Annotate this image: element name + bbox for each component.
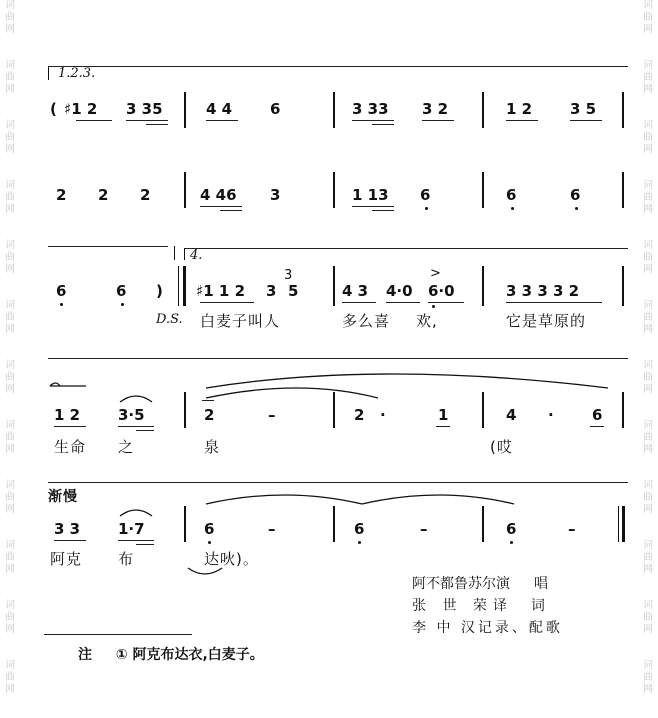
tie (206, 388, 378, 398)
repeat-barline-thick (183, 266, 186, 306)
lyric: 泉 (204, 438, 221, 456)
note: 6 (56, 282, 67, 300)
barline (482, 392, 484, 428)
dash: – (420, 520, 428, 538)
note: 6 (354, 520, 365, 538)
note: 3 (270, 186, 281, 204)
accent-mark: > (430, 266, 441, 281)
note: 6 (270, 100, 281, 118)
final-barline-thin (618, 506, 619, 542)
beam (200, 302, 254, 303)
barline (482, 506, 484, 542)
barline (333, 266, 335, 306)
beam (136, 544, 154, 545)
volta-rule (184, 248, 628, 249)
notes-paren: ( (50, 100, 57, 118)
repeat-sign (50, 383, 86, 386)
note-group: 3 3 3 3 2 (506, 282, 580, 300)
beam (352, 120, 394, 121)
note-group: 3 2 (422, 100, 449, 118)
beam (206, 120, 238, 121)
note: 2 (98, 186, 109, 204)
slur (120, 396, 152, 402)
dash: – (268, 406, 276, 424)
lyric: 白麦子叫人 (200, 312, 281, 330)
note: 6 (592, 406, 603, 424)
lyric: 达吙)。 (204, 550, 259, 568)
note: 5 (288, 282, 299, 300)
credit-role: 歌 (545, 620, 560, 636)
footnote (78, 644, 264, 664)
dash: – (268, 520, 276, 538)
beam (54, 426, 86, 427)
dal-segno-mark: D.S. (156, 312, 183, 327)
beam (352, 206, 394, 207)
barline (482, 92, 484, 128)
note: 2 (204, 406, 215, 424)
beam (76, 120, 112, 121)
barline (482, 266, 484, 306)
beam (590, 426, 604, 427)
lyric: (哎 (490, 438, 513, 456)
dot-extension: · (548, 406, 554, 424)
beam (136, 430, 154, 431)
footnote-rule (44, 634, 192, 635)
dash: – (568, 520, 576, 538)
note: 2 (354, 406, 365, 424)
note-group: 1·7 (118, 520, 145, 538)
footnote-mark: ① (115, 647, 128, 663)
note-group: 4 4 (206, 100, 233, 118)
lyric: 生命 (54, 438, 87, 456)
credit-line (412, 596, 545, 617)
octave-dot (425, 207, 428, 210)
octave-dot (208, 541, 211, 544)
beam (342, 302, 376, 303)
beam (422, 120, 454, 121)
credit-line (412, 574, 548, 595)
beam (506, 120, 538, 121)
left-watermark: 词 曲 网 词 曲 网 词 曲 网 词 曲 网 词 曲 网 词 曲 网 词 曲 网 词 曲 网 词 曲 网 词 曲 网 词 曲 网 词 曲 网 (5, 0, 15, 695)
notes-paren: ) (156, 282, 163, 300)
barline (184, 506, 186, 542)
beam (506, 302, 602, 303)
beam (436, 426, 450, 427)
note-group: 1 2 (54, 406, 81, 424)
note: 6 (570, 186, 581, 204)
credit-name: 阿不都鲁苏尔演 (412, 576, 510, 592)
note-group: ♯1 2 (64, 100, 98, 118)
barline (622, 266, 624, 306)
lyric: 阿克 (50, 550, 83, 568)
note-group: 1 2 (506, 100, 533, 118)
lyric: 欢, (416, 312, 438, 330)
note-group: 3·5 (118, 406, 145, 424)
footnote-text: 阿克布达衣,白麦子。 (132, 647, 264, 663)
note: 6 (506, 520, 517, 538)
beam (570, 120, 602, 121)
octave-dot (358, 541, 361, 544)
system-rule (48, 358, 628, 359)
octave-dot (511, 207, 514, 210)
tie (206, 495, 362, 504)
note-group: 3 35 (126, 100, 163, 118)
barline (333, 392, 335, 428)
beam (146, 124, 168, 125)
lyric: 布 (118, 550, 135, 568)
note-group: 4 46 (200, 186, 237, 204)
slur (120, 510, 152, 516)
note: 6 (420, 186, 431, 204)
volta-bracket (48, 66, 49, 80)
beam (126, 120, 168, 121)
note: 3 (266, 282, 277, 300)
beam (386, 302, 420, 303)
beam (372, 210, 394, 211)
beam (118, 540, 154, 541)
tie (206, 374, 608, 388)
note-group: 3 5 (570, 100, 597, 118)
note-group: ♯1 1 2 (196, 282, 246, 300)
note: 6 (204, 520, 215, 538)
note: 1 (438, 406, 449, 424)
credit-role: 词 (530, 598, 545, 614)
octave-dot (60, 303, 63, 306)
dot-extension: · (380, 406, 386, 424)
system-rule (48, 66, 628, 67)
system-rule (48, 246, 168, 247)
tenuto (202, 400, 214, 401)
tie (362, 495, 514, 504)
note: 6 (506, 186, 517, 204)
octave-dot (432, 305, 435, 308)
credit-line (412, 618, 560, 639)
octave-dot (575, 207, 578, 210)
barline (184, 172, 186, 208)
lyric: 之 (118, 438, 135, 456)
octave-dot (121, 303, 124, 306)
volta-bracket (184, 248, 185, 260)
system-rule (48, 482, 628, 483)
final-barline-thick (622, 506, 625, 542)
note: 4 (506, 406, 517, 424)
tempo-marking: 渐慢 (48, 489, 78, 505)
volta-bracket (174, 246, 175, 260)
lyric: 它是草原的 (506, 312, 587, 330)
note-group: 3 3 (54, 520, 81, 538)
barline (333, 506, 335, 542)
lyric: 多么喜 (342, 312, 391, 330)
beam (428, 302, 464, 303)
credit-name: 张 世 荣译 (412, 598, 513, 614)
beam (372, 124, 394, 125)
barline (622, 92, 624, 128)
note-group: 6·0 (428, 282, 455, 300)
note-group: 4 3 (342, 282, 369, 300)
barline (482, 172, 484, 208)
beam (54, 540, 86, 541)
barline (184, 92, 186, 128)
credit-name: 李 中 汉记录、配 (412, 620, 546, 636)
barline (622, 172, 624, 208)
note-group: 1 13 (352, 186, 389, 204)
volta-first-label: 1.2.3. (58, 66, 96, 81)
octave-dot (510, 541, 513, 544)
note-group: 4·0 (386, 282, 413, 300)
footnote-label: 注 (78, 647, 92, 663)
note-group: 3 33 (352, 100, 389, 118)
beam (118, 426, 154, 427)
barline (333, 92, 335, 128)
note: 2 (56, 186, 67, 204)
barline (622, 392, 624, 428)
barline (184, 392, 186, 428)
note: 2 (140, 186, 151, 204)
volta-second-label: 4. (190, 248, 203, 263)
beam (220, 210, 242, 211)
note: 6 (116, 282, 127, 300)
beam (200, 206, 242, 207)
repeat-barline-thin (178, 266, 179, 306)
right-watermark: 词 曲 网 词 曲 网 词 曲 网 词 曲 网 词 曲 网 词 曲 网 词 曲 网 词 曲 网 词 曲 网 词 曲 网 词 曲 网 词 曲 网 (643, 0, 653, 695)
grace-note: 3 (284, 268, 293, 283)
barline (333, 172, 335, 208)
credit-role: 唱 (534, 576, 548, 592)
